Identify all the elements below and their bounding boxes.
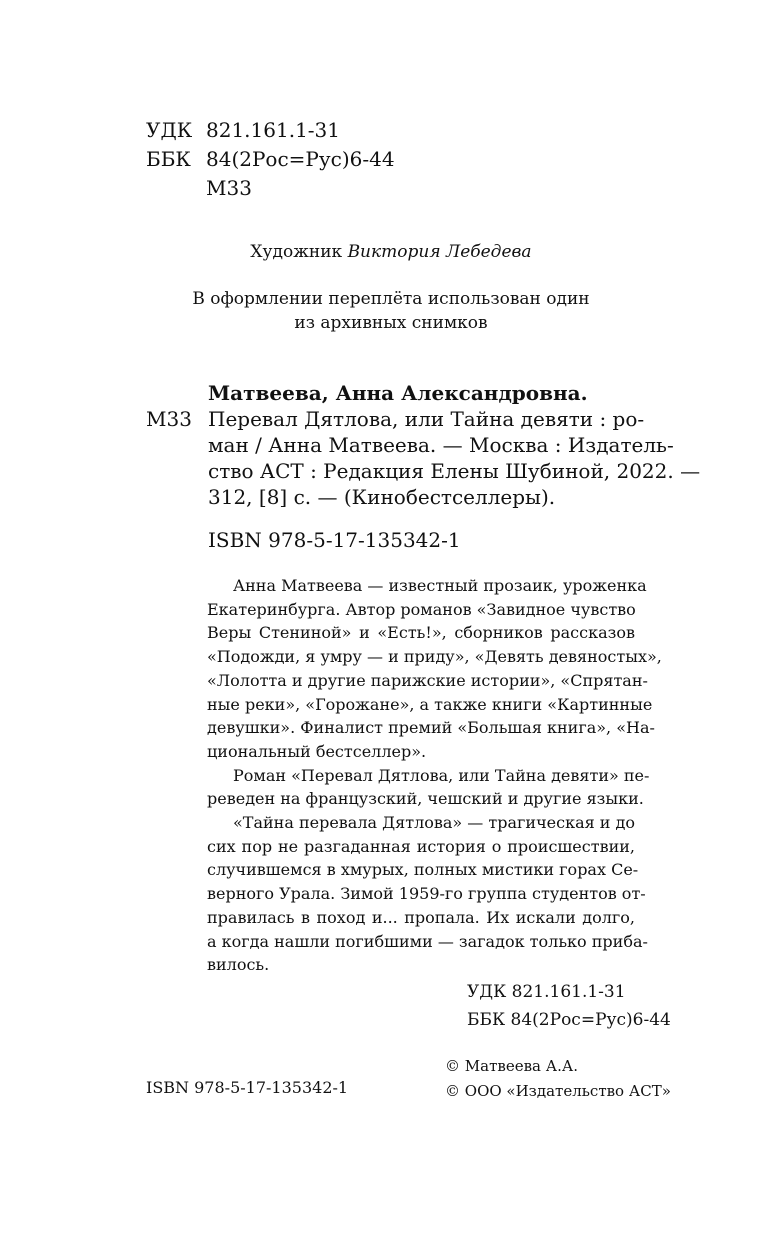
annotation-line: Веры Стениной» и «Есть!», сборников рассказов bbox=[207, 623, 635, 643]
cover-note-line-2: из архивных снимков bbox=[294, 313, 488, 333]
annotation-line: случившемся в хмурых, полных мистики горах Се- bbox=[207, 860, 639, 880]
bibliographic-record bbox=[146, 380, 701, 510]
classification-codes-bottom bbox=[467, 978, 671, 1034]
udk-bottom: УДК 821.161.1-31 bbox=[467, 982, 626, 1002]
bbk-label: ББК bbox=[146, 147, 191, 171]
annotation-line: ные реки», «Горожане», а также книги «Картинные bbox=[207, 694, 653, 714]
isbn-main: ISBN 978-5-17-135342-1 bbox=[208, 528, 461, 552]
annotation-line: «Подожди, я умру — и приду», «Девять девяностых», bbox=[207, 647, 662, 667]
annotation bbox=[207, 574, 662, 977]
annotation-line: Роман «Перевал Дятлова, или Тайна девяти» пе- bbox=[233, 765, 650, 785]
annotation-line: Екатеринбурга. Автор романов «Завидное чувство bbox=[207, 599, 636, 619]
annotation-line: сих пор не разгаданная история о происшествии, bbox=[207, 836, 635, 856]
udk-value: 821.161.1-31 bbox=[206, 118, 340, 142]
annotation-line: «Лолотта и другие парижские истории», «Спрятан- bbox=[207, 670, 648, 690]
record-line: 312, [8] с. — (Кинобестселлеры). bbox=[208, 485, 556, 509]
annotation-line: правилась в поход и... пропала. Их искали долго, bbox=[207, 907, 635, 927]
author-mark: М33 bbox=[206, 176, 252, 200]
copyright-author: © Матвеева А.А. bbox=[445, 1057, 578, 1075]
record-description bbox=[208, 406, 701, 510]
annotation-line: «Тайна перевала Дятлова» — трагическая и до bbox=[233, 813, 636, 833]
author-mark-row bbox=[146, 174, 395, 203]
record-mark: М33 bbox=[146, 407, 192, 431]
record-line: ство АСТ : Редакция Елены Шубиной, 2022. — bbox=[208, 459, 701, 483]
artist-credit bbox=[146, 240, 636, 264]
bbk-value: 84(2Рос=Рус)6-44 bbox=[206, 147, 395, 171]
annotation-line: Анна Матвеева — известный прозаик, уроженка bbox=[233, 576, 647, 595]
annotation-line: реведен на французский, чешский и другие языки. bbox=[207, 789, 644, 809]
bbk-row bbox=[146, 145, 395, 174]
cover-note bbox=[146, 287, 636, 335]
cover-note-line-1: В оформлении переплёта использован один bbox=[192, 289, 590, 309]
record-body bbox=[146, 406, 701, 510]
artist-name: Виктория Лебедева bbox=[347, 242, 532, 262]
copyright-publisher: © ООО «Издательство АСТ» bbox=[445, 1082, 671, 1100]
classification-codes-top bbox=[146, 116, 395, 203]
annotation-line: девушки». Финалист премий «Большая книга», «На- bbox=[207, 718, 655, 738]
annotation-line: а когда нашли погибшими — загадок только приба- bbox=[207, 931, 648, 951]
udk-row bbox=[146, 116, 395, 145]
bbk-bottom: ББК 84(2Рос=Рус)6-44 bbox=[467, 1010, 671, 1030]
record-author: Матвеева, Анна Александровна. bbox=[208, 381, 588, 405]
annotation-line: вилось. bbox=[207, 955, 270, 975]
annotation-line: циональный бестселлер». bbox=[207, 741, 427, 761]
annotation-line: верного Урала. Зимой 1959-го группа студентов от- bbox=[207, 884, 646, 904]
copyright-block bbox=[445, 1054, 671, 1104]
record-line: ман / Анна Матвеева. — Москва : Издатель- bbox=[208, 433, 674, 457]
artist-prefix: Художник bbox=[250, 242, 343, 262]
udk-label: УДК bbox=[146, 118, 193, 142]
record-line: Перевал Дятлова, или Тайна девяти : ро- bbox=[208, 407, 645, 431]
isbn-bottom: ISBN 978-5-17-135342-1 bbox=[146, 1078, 349, 1097]
